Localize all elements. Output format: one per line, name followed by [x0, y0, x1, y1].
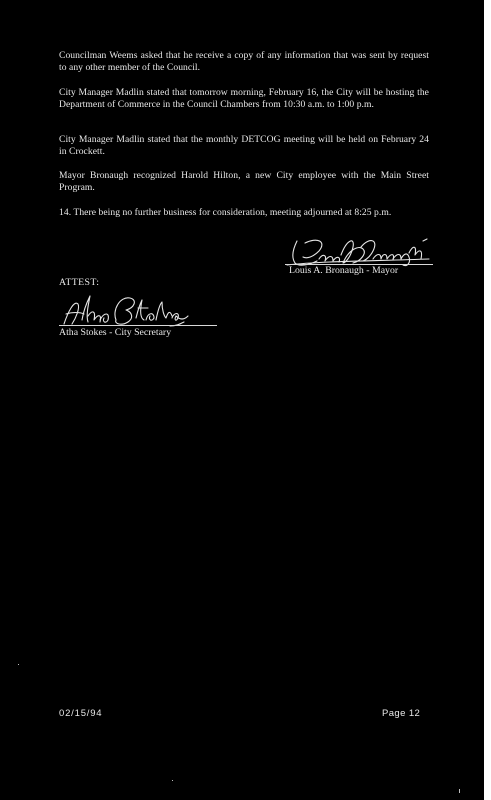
footer-page-number: Page 12	[382, 708, 421, 719]
page-edge	[484, 0, 491, 800]
secretary-signature-image	[58, 290, 193, 330]
paragraph-commerce-hosting: City Manager Madlin stated that tomorrow morning, February 16, the City will be hosting the Department of Commerce in the Council Chambers from 10:30 a.m. to 1:00 p.m.	[59, 87, 429, 111]
attest-label: ATTEST:	[59, 277, 100, 288]
mayor-name-label: Louis A. Bronaugh - Mayor	[289, 265, 399, 276]
paragraph-adjournment: 14. There being no further business for consideration, meeting adjourned at 8:25 p.m.	[59, 207, 392, 218]
footer-date: 02/15/94	[59, 708, 103, 719]
scan-speck	[172, 780, 173, 781]
paragraph-weems-request: Councilman Weems asked that he receive a copy of any information that was sent by request to any other member of the Council.	[59, 50, 429, 74]
secretary-name-label: Atha Stokes - City Secretary	[59, 327, 172, 338]
secretary-signature-line	[59, 325, 217, 326]
paragraph-detcog-meeting: City Manager Madlin stated that the monthly DETCOG meeting will be held on February 24 in Crockett.	[59, 134, 429, 158]
scan-speck	[459, 789, 460, 793]
paragraph-new-employee: Mayor Bronaugh recognized Harold Hilton, a new City employee with the Main Street Program.	[59, 170, 429, 194]
scan-speck	[18, 664, 19, 665]
